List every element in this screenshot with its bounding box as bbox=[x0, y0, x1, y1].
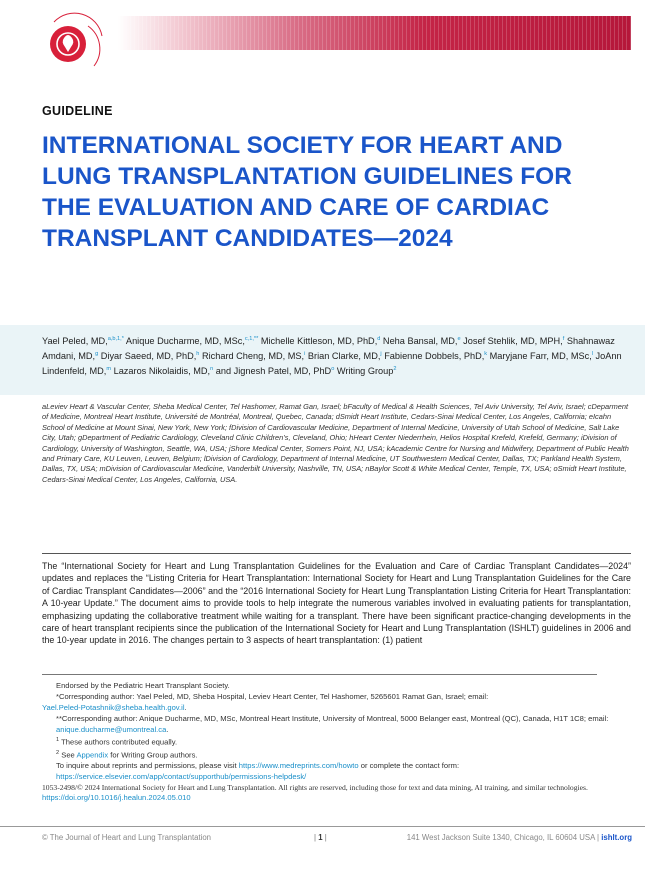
footer-address-block bbox=[407, 833, 632, 842]
email-link-peled[interactable]: Yael.Peled-Potashnik@sheba.health.gov.il bbox=[42, 703, 185, 712]
doi-link[interactable]: https://doi.org/10.1016/j.healun.2024.05.010 bbox=[42, 793, 191, 803]
corresponding-1-text: *Corresponding author: Yael Peled, MD, Sheba Hospital, Leviev Heart Center, Tel Hashomer, 5265601 Ramat Gan, Israel; email: bbox=[56, 692, 489, 701]
author-name: Diyar Saeed, MD, PhD, bbox=[98, 351, 197, 362]
copyright-block bbox=[42, 783, 632, 804]
reprints-middle: or complete the contact form: bbox=[360, 761, 460, 771]
footnote-corresponding-1 bbox=[42, 691, 632, 702]
author-affiliation-marker[interactable]: h bbox=[196, 351, 200, 358]
author-affiliation-marker[interactable]: g bbox=[95, 351, 99, 358]
abstract-top-rule bbox=[42, 553, 631, 554]
author-name: Lazaros Nikolaidis, MD, bbox=[111, 366, 211, 377]
footnote-email-1-line bbox=[42, 702, 632, 713]
author-name: Yael Peled, MD, bbox=[42, 336, 108, 347]
corresponding-2-text: **Corresponding author: Anique Ducharme, MD, MSc, Montreal Heart Institute, University of Montreal, 5000 Belanger east, Montreal (QC), Canada, H1T 1C8; email: bbox=[56, 714, 609, 723]
footnote-1-mark: 1 bbox=[56, 737, 60, 743]
footer-page-number bbox=[314, 833, 327, 842]
article-type-label: GUIDELINE bbox=[42, 104, 113, 118]
footnote-2-suffix: for Writing Group authors. bbox=[110, 750, 198, 760]
author-affiliation-marker[interactable]: e bbox=[457, 336, 461, 342]
author-name: Writing Group bbox=[334, 366, 394, 377]
author-affiliation-marker[interactable]: j bbox=[380, 351, 382, 358]
email-1-suffix: . bbox=[184, 703, 187, 712]
author-affiliation-marker[interactable]: 2 bbox=[393, 366, 397, 373]
footnote-reprints bbox=[42, 760, 632, 771]
footnote-1 bbox=[42, 735, 632, 748]
author-name: Josef Stehlik, MD, MPH, bbox=[460, 336, 563, 347]
copyright-text: 1053-2498/© 2024 International Society for Heart and Lung Transplantation. All rights are reserved, including those for text and data mining, AI training, and similar technologies. bbox=[42, 783, 588, 792]
footer-address: 141 West Jackson Suite 1340, Chicago, IL 60604 USA bbox=[406, 833, 595, 842]
header-banner-texture bbox=[118, 16, 631, 50]
footnote-contact-line bbox=[42, 771, 632, 782]
footer-sep: | bbox=[597, 833, 600, 842]
permissions-helpdesk-link[interactable]: https://service.elsevier.com/app/contact/supporthub/permissions-helpdesk/ bbox=[56, 772, 307, 782]
society-logo bbox=[42, 8, 112, 78]
abstract: The “International Society for Heart and Lung Transplantation Guidelines for the Evaluation and Care of Cardiac Transplant Candidates—2024” updates and replaces the “Listing Criteria for Heart Transplantation: International Society for Heart and Lung Transplantation Guidelines for the Care of Cardiac Transplant Candidates—2006” and the “2016 International Society for Heart Lung Transplantation Listing Criteria for Heart Transplantation: A 10-year Update.” The document aims to provide tools to help integrate the numerous variables involved in evaluating patients for transplantation, emphasizing updating the collaborative treatment while waiting for a transplant. There have been significant practice-changing developments in the care of heart transplant recipients since the publication of the International Society for Heart and Lung Transplantation (ISHLT) guidelines in 2006 and the 10-year update in 2016. The changes pertain to 3 aspects of heart transplantation: (1) patient bbox=[42, 561, 631, 646]
footnote-2 bbox=[42, 748, 632, 761]
author-name: Fabienne Dobbels, PhD, bbox=[381, 351, 485, 362]
author-affiliation-marker[interactable]: m bbox=[106, 366, 112, 373]
appendix-link[interactable]: Appendix bbox=[76, 750, 109, 760]
footnotes bbox=[42, 680, 632, 782]
author-affiliation-marker[interactable]: l bbox=[591, 351, 593, 358]
footer-rule bbox=[0, 826, 645, 827]
footnote-rule bbox=[42, 674, 597, 675]
author-name: Neha Bansal, MD, bbox=[380, 336, 458, 347]
author-name: Anique Ducharme, MD, MSc, bbox=[123, 336, 245, 347]
footnote-endorsed: Endorsed by the Pediatric Heart Transplant Society. bbox=[56, 681, 230, 690]
author-name: JoAnn Lindenfeld, MD, bbox=[42, 351, 622, 377]
affiliations: aLeviev Heart & Vascular Center, Sheba Medical Center, Tel Hashomer, Ramat Gan, Israel; bFaculty of Medical & Health Sciences, Tel Aviv University, Tel Aviv, Israel; cDeparment of Medicine, Montreal Heart Institute, Université de Montréal, Montreal, Quebec, Canada; dSmidt Heart Institute, Cedars-Sinai Medical Center, Los Angeles, California; eIcahn School of Medicine at Mount Sinai, New York, New York; fDivision of Cardiovascular Medicine, Department of Internal Medicine, University of Utah School of Medicine, Salt Lake City, Utah; gDepartment of Pediatric Cardiology, Cleveland Clinic Children’s, Cleveland, Ohio; hHeart Center Niederrhein, Helios Hospital Krefeld, Krefeld, Germany; iDivision of Cardiology, University of Washington, Seattle, WA, USA; jShore Medical Center, Somers Point, NJ, USA; kAcademic Centre for Nursing and Midwifery, Department of Public Health and Primary Care, KU Leuven, Leuven, Belgium; lDivision of Cardiology, Department of Internal Medicine, UT Southwestern Medical Center, Dallas, TX; Parkland Health System, Dallas, TX, USA; mDivision of Cardiovascular Medicine, Vanderbilt University, Nashville, TN, USA; nBaylor Scott & White Medical Center, Temple, TX, USA; oSmidt Heart Institute, Cedars-Sinai Medical Center, Los Angeles, California, USA. bbox=[42, 402, 629, 484]
footnote-2-mark: 2 bbox=[56, 749, 60, 756]
page-footer bbox=[42, 833, 632, 847]
email-2-suffix: . bbox=[166, 725, 169, 734]
author-affiliation-marker[interactable]: o bbox=[331, 366, 335, 373]
author-affiliation-marker[interactable]: i bbox=[304, 351, 306, 358]
author-name: Maryjane Farr, MD, MSc, bbox=[487, 351, 592, 362]
footnote-1-text: These authors contributed equally. bbox=[61, 737, 178, 747]
author-affiliation-marker[interactable]: d bbox=[377, 336, 381, 342]
reprints-prefix: To inquire about reprints and permissions, please visit bbox=[56, 761, 237, 771]
footer-site-link[interactable]: ishlt.org bbox=[601, 833, 632, 842]
author-affiliation-marker[interactable]: n bbox=[210, 366, 214, 373]
author-name: Shahnawaz Amdani, MD, bbox=[42, 336, 615, 362]
author-name: Richard Cheng, MD, MS, bbox=[199, 351, 305, 362]
author-affiliation-marker[interactable]: f bbox=[562, 336, 565, 342]
author-affiliation-marker[interactable]: a,b,1,* bbox=[107, 336, 124, 342]
email-link-ducharme[interactable]: anique.ducharme@umontreal.ca bbox=[56, 725, 167, 734]
footnote-2-prefix: See bbox=[61, 750, 75, 760]
author-list bbox=[42, 333, 632, 378]
article-title: INTERNATIONAL SOCIETY FOR HEART AND LUNG TRANSPLANTATION GUIDELINES FOR THE EVALUATION AND CARE OF CARDIAC TRANSPLANT CANDIDATES—2024 bbox=[42, 132, 572, 252]
author-affiliation-marker[interactable]: k bbox=[484, 351, 488, 358]
author-name: and Jignesh Patel, MD, PhD bbox=[213, 366, 332, 377]
author-name: Brian Clarke, MD, bbox=[305, 351, 381, 362]
footer-sep-left: | bbox=[314, 833, 317, 842]
reprints-link[interactable]: https://www.medreprints.com/howto bbox=[238, 761, 359, 771]
footer-journal: © The Journal of Heart and Lung Transplantation bbox=[42, 833, 212, 842]
author-affiliation-marker[interactable]: c,1,** bbox=[244, 336, 259, 342]
author-name: Michelle Kittleson, MD, PhD, bbox=[258, 336, 378, 347]
footer-sep-right: | bbox=[324, 833, 327, 842]
footnote-corresponding-2 bbox=[42, 713, 632, 735]
page-number: 1 bbox=[318, 833, 323, 842]
